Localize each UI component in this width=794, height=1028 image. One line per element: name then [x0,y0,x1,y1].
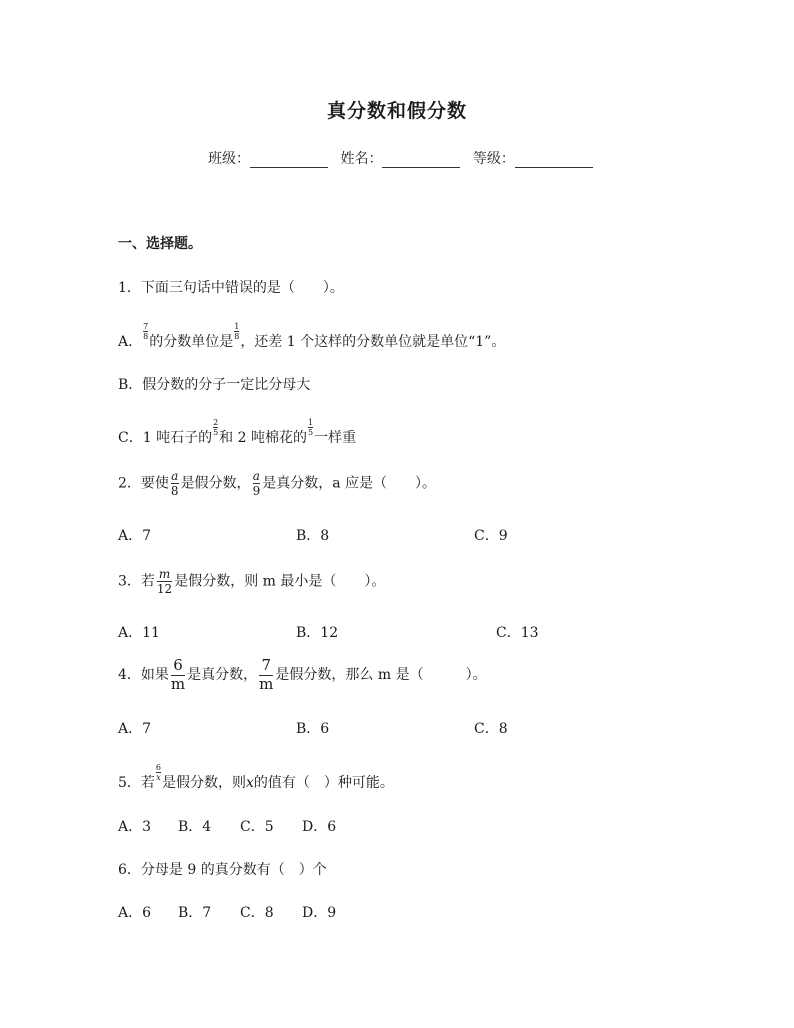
q5-option-d[interactable]: D．6 [302,819,337,835]
q4-pre: 4．如果 [118,667,169,683]
q5-pre: 5．若 [118,775,155,791]
q4-fraction-2 [259,658,273,692]
denominator: m [170,675,186,693]
q6-option-b[interactable]: B．7 [178,905,212,921]
denominator: 5 [307,428,314,437]
q5-option-b[interactable]: B．4 [178,819,212,835]
numerator: 7 [143,322,149,331]
numerator: a [171,469,179,483]
q2-stem [118,470,436,497]
grade-label: 等级： [472,151,515,167]
q2-tail: 是真分数，a 应是（ ）。 [262,475,436,492]
q5-mid: 是假分数，则 [162,775,247,791]
q2-fraction-1 [171,470,179,497]
q4-option-b[interactable]: B．6 [296,721,330,737]
q5-variable: x [246,775,254,791]
q1-c-mid: 和 2 吨棉花的 [219,430,307,446]
denominator: 5 [213,428,219,437]
name-label: 姓名： [340,151,383,167]
q4-fraction-1 [171,658,185,692]
numerator: 1 [307,418,314,427]
q2-mid: 是假分数， [180,475,251,492]
q3-option-a[interactable]: A．11 [118,625,160,641]
q5-option-c[interactable]: C．5 [240,819,274,835]
q6-option-c[interactable]: C．8 [240,905,274,921]
numerator: a [252,469,260,483]
denominator: 9 [252,484,261,498]
q2-option-b[interactable]: B．8 [296,528,330,544]
denominator: 12 [156,582,173,596]
q1-option-c [118,418,357,447]
q6-stem: 6．分母是 9 的真分数有（ ）个 [118,862,327,878]
q1-c-tail: 一样重 [314,430,357,446]
q1-c-fraction-1 [213,419,218,437]
q1-option-b: B．假分数的分子一定比分母大 [118,377,311,393]
q3-stem [118,568,385,595]
section-heading: 一、选择题。 [118,236,202,252]
q5-option-a[interactable]: A．3 [118,819,152,835]
q3-option-b[interactable]: B．12 [296,625,339,641]
q3-tail: 是假分数，则 m 最小是（ ）。 [174,573,386,590]
denominator: m [259,675,274,693]
q1-a-prefix: A． [118,334,143,350]
q1-c-fraction-2 [308,419,313,437]
q4-option-c[interactable]: C．8 [474,721,508,737]
q1-a-fraction-1 [143,323,148,341]
numerator: 7 [261,656,272,674]
q6-option-a[interactable]: A．6 [118,905,152,921]
denominator: 8 [170,484,179,498]
numerator: 1 [234,322,240,331]
name-blank[interactable] [382,153,460,168]
q3-fraction [157,568,172,595]
q5-stem [118,763,394,792]
q4-mid: 是真分数， [187,667,258,683]
denominator: 8 [143,332,149,341]
q2-option-a[interactable]: A．7 [118,528,152,544]
worksheet-title: 真分数和假分数 [326,100,467,122]
numerator: 6 [173,656,183,674]
numerator: 6 [155,763,162,772]
q5-tail: 的值有（ ）种可能。 [253,775,394,791]
q1-a-fraction-2 [234,323,239,341]
q4-stem [118,658,487,692]
numerator: m [158,567,171,581]
q2-pre: 2．要使 [118,475,169,492]
denominator: x [156,773,161,782]
q1-a-mid: 的分数单位是 [149,334,234,350]
student-info-row [208,148,601,168]
q1-a-tail: ，还差 1 个这样的分数单位就是单位“1”。 [240,334,506,350]
q2-option-c[interactable]: C．9 [474,528,508,544]
q4-tail: 是假分数，那么 m 是（ ）。 [275,667,487,683]
q2-fraction-2 [253,470,261,497]
q3-pre: 3．若 [118,573,155,590]
q4-option-a[interactable]: A．7 [118,721,152,737]
q1-c-prefix: C．1 吨石子的 [118,430,213,446]
q1-option-a [118,322,506,351]
numerator: 2 [213,418,219,427]
grade-blank[interactable] [515,153,593,168]
q1-stem: 1．下面三句话中错误的是（ ）。 [118,280,344,296]
denominator: 8 [234,332,240,341]
q5-fraction [156,764,161,782]
q3-option-c[interactable]: C．13 [496,625,539,641]
class-blank[interactable] [250,153,328,168]
class-label: 班级： [208,151,250,167]
q6-option-d[interactable]: D．9 [302,905,337,921]
